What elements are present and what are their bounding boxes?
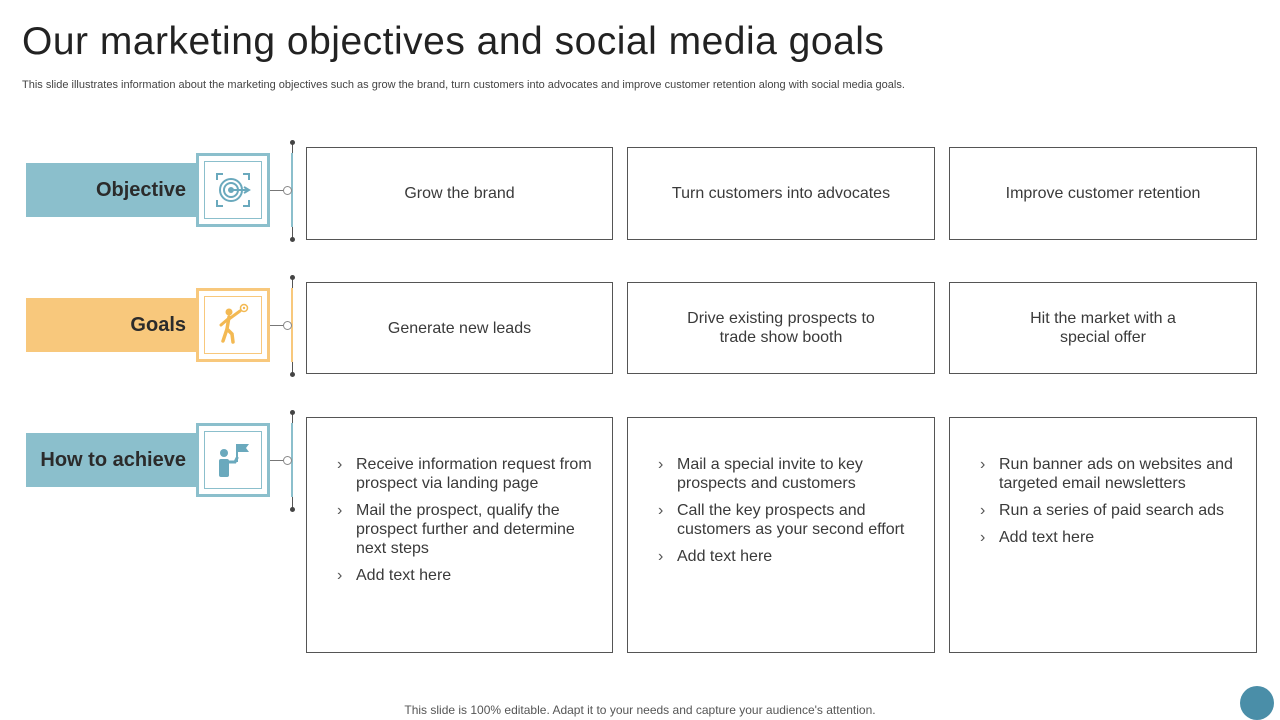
objective-timeline-bottom-dot bbox=[290, 237, 295, 242]
goals-node bbox=[283, 321, 292, 330]
list-item: › Add text here bbox=[658, 547, 914, 566]
list-item: › Add text here bbox=[337, 566, 592, 585]
objective-icon-box bbox=[196, 153, 270, 227]
person-with-flag-icon bbox=[213, 440, 253, 480]
how-to-achieve-timeline-bottom-dot bbox=[290, 507, 295, 512]
person-reaching-goal-icon bbox=[213, 303, 253, 347]
objective-card-2: Turn customers into advocates bbox=[627, 147, 935, 240]
slide-title: Our marketing objectives and social media goals bbox=[22, 20, 885, 63]
corner-circle-decoration bbox=[1240, 686, 1274, 720]
how-to-achieve-card-3 bbox=[949, 417, 1257, 653]
list-item: › Run banner ads on websites and targeted email newsletters bbox=[980, 455, 1236, 493]
list-item: › Call the key prospects and customers as your second effort bbox=[658, 501, 914, 539]
how-to-achieve-label: How to achieve bbox=[26, 433, 196, 487]
action-list bbox=[980, 455, 1236, 547]
goals-card-3: Hit the market with a special offer bbox=[949, 282, 1257, 374]
how-to-achieve-timeline-top-dot bbox=[290, 410, 295, 415]
list-item: › Mail the prospect, qualify the prospect further and determine next steps bbox=[337, 501, 592, 558]
goals-label: Goals bbox=[26, 298, 196, 352]
how-to-achieve-card-1 bbox=[306, 417, 613, 653]
objective-node bbox=[283, 186, 292, 195]
list-item: › Mail a special invite to key prospects and customers bbox=[658, 455, 914, 493]
list-item: › Run a series of paid search ads bbox=[980, 501, 1236, 520]
objective-card-1: Grow the brand bbox=[306, 147, 613, 240]
objective-label: Objective bbox=[26, 163, 196, 217]
how-to-achieve-node bbox=[283, 456, 292, 465]
action-list bbox=[658, 455, 914, 566]
goals-timeline-top-dot bbox=[290, 275, 295, 280]
goals-icon-box bbox=[196, 288, 270, 362]
target-icon bbox=[213, 170, 253, 210]
slide-footer: This slide is 100% editable. Adapt it to your needs and capture your audience's attention. bbox=[404, 703, 876, 717]
objective-card-3: Improve customer retention bbox=[949, 147, 1257, 240]
goals-card-1: Generate new leads bbox=[306, 282, 613, 374]
how-to-achieve-icon-box bbox=[196, 423, 270, 497]
goals-timeline-bottom-dot bbox=[290, 372, 295, 377]
goals-card-2: Drive existing prospects to trade show booth bbox=[627, 282, 935, 374]
list-item: › Add text here bbox=[980, 528, 1236, 547]
slide-subtitle: This slide illustrates information about the marketing objectives such as grow the brand, turn customers into advocates and improve customer retention along with social media goals. bbox=[22, 79, 905, 91]
action-list bbox=[337, 455, 592, 585]
how-to-achieve-card-2 bbox=[627, 417, 935, 653]
list-item: › Receive information request from prospect via landing page bbox=[337, 455, 592, 493]
objective-timeline-top-dot bbox=[290, 140, 295, 145]
